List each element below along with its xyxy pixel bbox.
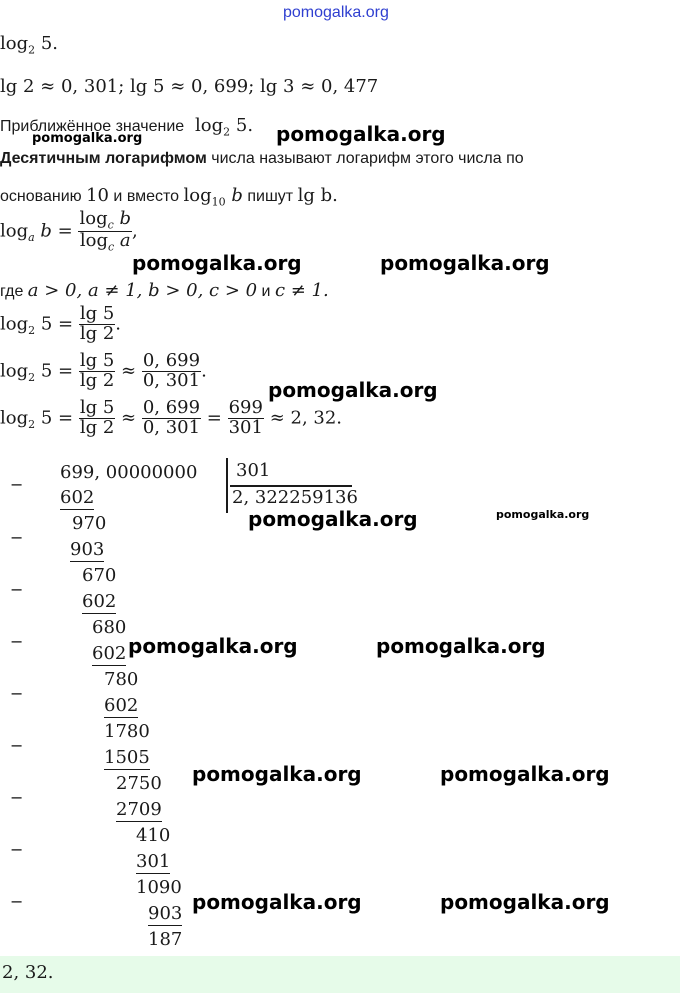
watermark: pomogalka.org [268,378,438,402]
division-remainder: 1090 [136,877,182,898]
approx-tail: 5. [235,115,254,136]
minus-sign: − [10,736,24,755]
watermark: pomogalka.org [276,122,446,146]
eq1-num: lg 5 [79,303,115,324]
division-bar [226,458,228,513]
division-subtrahend: 602 [104,695,139,716]
log2-5-line: $\log_2 5$. [0,33,59,57]
division-subtrahend: 1505 [104,747,150,768]
division-remainder: 670 [82,565,117,586]
change-of-base-formula: $\log_a b$ = $\frac{\log_c b}{\log_c a}$ , [0,208,138,254]
watermark: pomogalka.org [32,131,143,146]
divisor: 301 [236,460,271,481]
division-subtrahend: 903 [148,903,183,924]
line1-text: 5. [40,33,59,54]
division-subtrahend: 602 [82,591,117,612]
division-subtrahend: 602 [60,487,95,508]
watermark: pomogalka.org [440,762,610,786]
watermark: pomogalka.org [192,762,362,786]
eq3-den: lg 2 [79,416,115,438]
approx-line: Приближённое значение $\log_2 5$. [0,115,254,139]
division-remainder: 780 [104,669,139,690]
dividend: 699, 00000000 [60,462,198,483]
watermark: pomogalka.org [132,251,302,275]
eq1-den: lg 2 [79,322,115,344]
division-remainder: 2750 [116,773,162,794]
def-text-a: основанию [0,188,87,205]
division-subtrahend: 301 [136,851,171,872]
division-subtrahend: 903 [70,539,105,560]
eq2-val-den: 0, 301 [142,369,201,391]
minus-sign: − [10,840,24,859]
conditions-end: c ≠ 1. [274,280,329,301]
division-remainder: 680 [92,617,127,638]
watermark: pomogalka.org [496,508,590,521]
division-subtrahend: 2709 [116,799,162,820]
minus-sign: − [10,632,24,651]
eq2-den: lg 2 [79,369,115,391]
conditions-line [0,280,329,301]
eq3-val-den: 0, 301 [142,416,201,438]
site-link[interactable] [283,2,389,22]
conditions-prefix: где [0,283,28,300]
watermark: pomogalka.org [440,890,610,914]
minus-sign: − [10,475,24,494]
minus-sign: − [10,580,24,599]
answer-bar [0,956,680,993]
definition-bold: Десятичным логарифмом [0,150,207,167]
equation-2: $\log_2 5$ = $\frac{\lg 5}{\lg 2}$ ≈ $\frac{0, 699}{0, 301}$ . [0,350,207,391]
watermark: pomogalka.org [380,251,550,275]
answer-value: 2, 32. [2,962,54,983]
eq3-val-num: 0, 699 [142,397,201,418]
eq3-result: ≈ 2, 32. [269,407,343,429]
def-text-c: и вместо [108,188,184,205]
division-remainder: 1780 [104,721,150,742]
eq2-val-num: 0, 699 [142,350,201,371]
minus-sign: − [10,684,24,703]
quotient: 2, 322259136 [232,487,358,508]
conditions-and: и [257,283,275,300]
equation-3: $\log_2 5$ = $\frac{\lg 5}{\lg 2}$ ≈ $\frac{0, 699}{0, 301}$ = $\frac{699}{301}$ ≈ 2, 32. [0,397,343,438]
lg-values-line: lg 2 ≈ 0, 301; lg 5 ≈ 0, 699; lg 3 ≈ 0, 477 [0,76,379,97]
formula-num: log [79,208,108,229]
division-remainder: 187 [148,929,183,950]
division-remainder: 970 [72,513,107,534]
minus-sign: − [10,892,24,911]
eq3-num: lg 5 [79,397,115,418]
formula-fraction: $\frac{\log_c b}{\log_c a}$ [79,208,132,254]
formula-den: log [79,230,108,252]
watermark: pomogalka.org [376,634,546,658]
equation-1: $\log_2 5$ = $\frac{\lg 5}{\lg 2}$ . [0,303,122,344]
approx-text: Приближённое значение [0,118,185,135]
definition-line-1 [0,150,524,168]
def-text-b: 10 [86,185,109,206]
watermark: pomogalka.org [128,634,298,658]
eq3-frac-num: 699 [228,397,263,418]
watermark: pomogalka.org [192,890,362,914]
watermark: pomogalka.org [248,507,418,531]
conditions-body: a > 0, a ≠ 1, b > 0, c > 0 [27,280,258,301]
minus-sign: − [10,528,24,547]
eq2-num: lg 5 [79,350,115,371]
definition-rest: числа называют логарифм этого числа по [206,150,524,167]
eq3-frac-den: 301 [228,416,263,438]
def-text-e: lg b. [297,185,338,206]
minus-sign: − [10,788,24,807]
definition-line-2: основанию 10 и вместо $\log_{10} b$ пишут lg b. [0,185,338,209]
def-text-d: пишут [242,188,298,205]
division-subtrahend: 602 [92,643,127,664]
site-link-text[interactable]: pomogalka.org [283,4,389,21]
division-remainder: 410 [136,825,171,846]
